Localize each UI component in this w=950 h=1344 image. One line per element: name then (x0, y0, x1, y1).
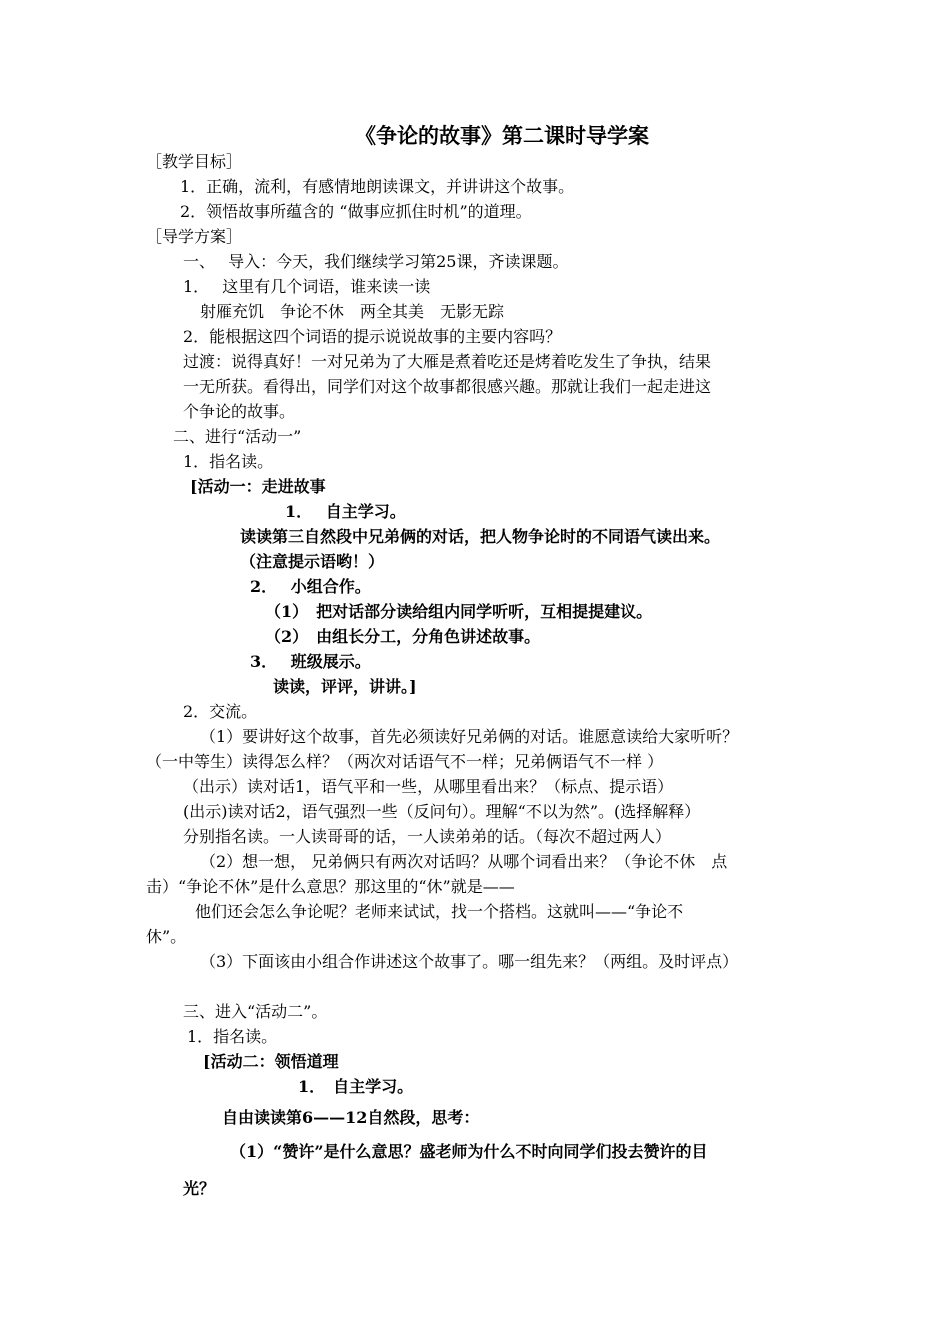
activity-step: 2． 小组合作。 (250, 577, 371, 596)
exchange-text: 击）“争论不休”是什么意思？那这里的“休”就是—— (146, 877, 515, 896)
activity-question: （1）“赞许”是什么意思？盛老师为什么不时向同学们投去赞许的目 (230, 1142, 708, 1161)
goal-item: 1．正确，流利，有感情地朗读课文，并讲讲这个故事。 (180, 177, 575, 196)
activity-one-title: [活动一：走进故事 (190, 477, 326, 496)
exchange-text: 他们还会怎么争论呢？老师来试试，找一个搭档。这就叫——“争论不 (195, 902, 684, 921)
activity-text: （注意提示语哟！） (240, 552, 385, 571)
plan-step: 1．指名读。 (187, 1027, 278, 1046)
goal-item: 2．领悟故事所蕴含的 “做事应抓住时机”的道理。 (180, 202, 532, 221)
activity-text: 自由读读第6——12自然段，思考： (222, 1108, 480, 1127)
exchange-text: 分别指名读。一人读哥哥的话，一人读弟弟的话。（每次不超过两人） (183, 827, 672, 846)
exchange-text: （3）下面该由小组合作讲述这个故事了。哪一组先来？（两组。及时评点） (200, 952, 739, 971)
exchange-text: （1）要讲好这个故事，首先必须读好兄弟俩的对话。谁愿意读给大家听听？ (200, 727, 739, 746)
activity-substep: （2） 由组长分工，分角色讲述故事。 (265, 627, 541, 646)
exchange-text: （一中等生）读得怎么样？（两次对话语气不一样；兄弟俩语气不一样 ） (146, 752, 664, 771)
activity-question: 光？ (183, 1179, 216, 1198)
exchange-text: （出示）读对话1，语气平和一些，从哪里看出来？（标点、提示语） (183, 777, 674, 796)
activity-step: 1． 自主学习。 (285, 502, 406, 521)
exchange-text: 休”。 (146, 927, 187, 946)
section-heading-plan: ［导学方案］ (146, 227, 243, 246)
activity-text: 读读第三自然段中兄弟俩的对话，把人物争论时的不同语气读出来。 (240, 527, 721, 546)
doc-title: 《争论的故事》第二课时导学案 (355, 123, 649, 148)
plan-step: 一、 导入：今天，我们继续学习第25课，齐读课题。 (183, 252, 569, 271)
exchange-text: (出示)读对话2，语气强烈一些（反问句）。理解“不以为然”。(选择解释） (183, 802, 701, 821)
plan-step: 三、进入“活动二”。 (183, 1002, 328, 1021)
activity-two-title: [活动二：领悟道理 (203, 1052, 339, 1071)
activity-step: 3． 班级展示。 (250, 652, 371, 671)
vocabulary-words: 射雁充饥 争论不休 两全其美 无影无踪 (200, 302, 505, 321)
transition-text: 一无所获。看得出，同学们对这个故事都很感兴趣。那就让我们一起走进这 (183, 377, 712, 396)
section-heading-goals: ［教学目标］ (146, 152, 243, 171)
plan-step: 2．交流。 (183, 702, 258, 721)
activity-text: 读读，评评，讲讲。] (273, 677, 417, 696)
activity-step: 1． 自主学习。 (298, 1077, 414, 1096)
transition-text: 个争论的故事。 (183, 402, 296, 421)
transition-text: 过渡：说得真好！一对兄弟为了大雁是煮着吃还是烤着吃发生了争执，结果 (183, 352, 712, 371)
activity-substep: （1） 把对话部分读给组内同学听听，互相提提建议。 (265, 602, 653, 621)
plan-step: 2．能根据这四个词语的提示说说故事的主要内容吗？ (183, 327, 562, 346)
plan-step: 1．指名读。 (183, 452, 274, 471)
plan-step: 1． 这里有几个词语，谁来读一读 (183, 277, 431, 296)
plan-step: 二、进行“活动一” (173, 427, 302, 446)
exchange-text: （2）想一想， 兄弟俩只有两次对话吗？从哪个词看出来？（争论不休 点 (200, 852, 728, 871)
